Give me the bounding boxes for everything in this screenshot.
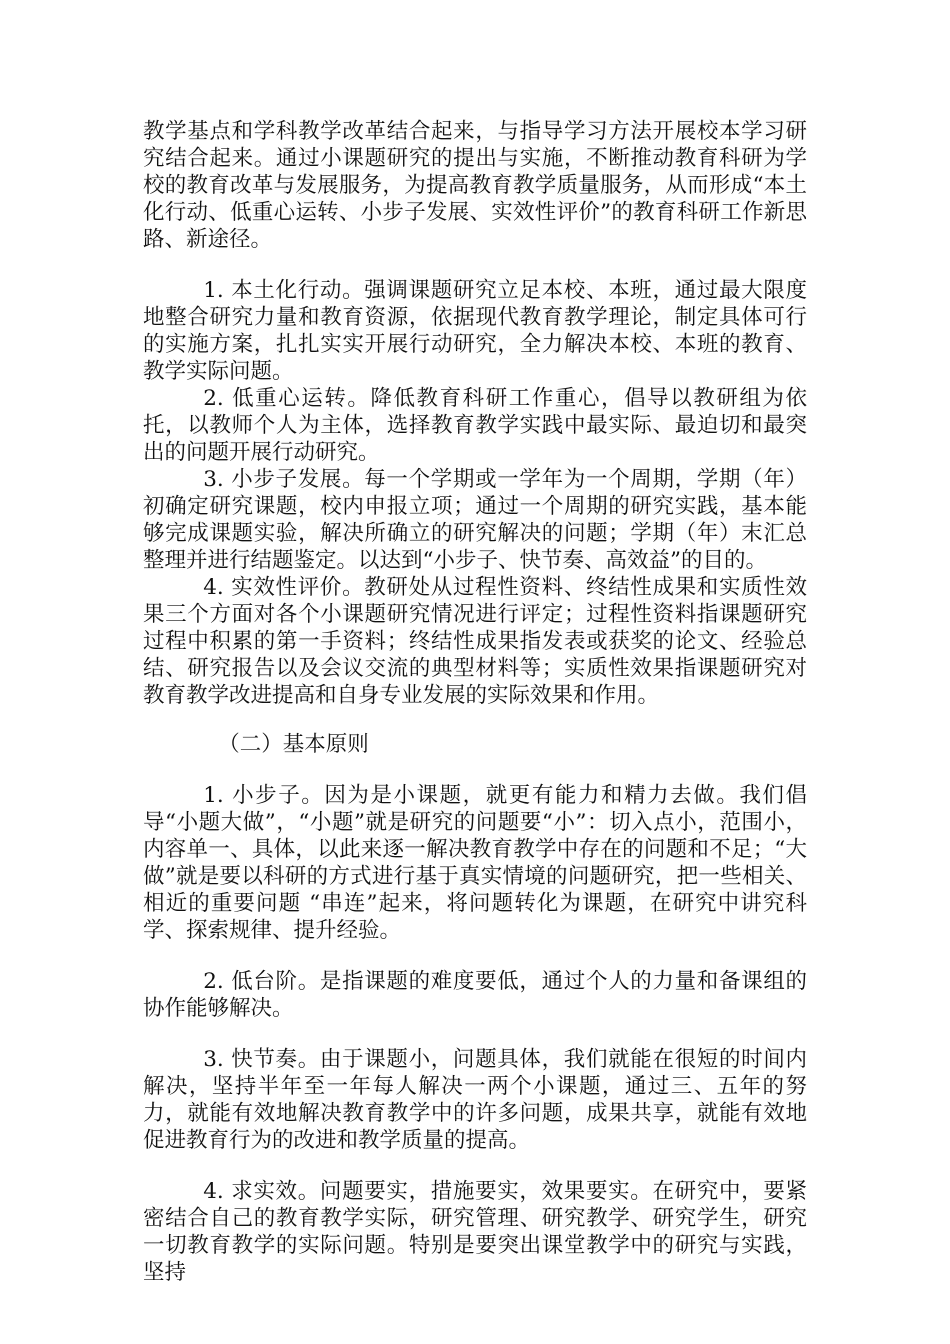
paragraph-intro: 教学基点和学科教学改革结合起来，与指导学习方法开展校本学习研究结合起来。通过小课题研究的提出与实施，不断推动教育科研为学校的教育改革与发展服务，为提高教育教学质量服务，从而形成“本土化行动、低重心运转、小步子发展、实效性评价”的教育科研工作新思路、新途径。 [143, 119, 807, 252]
paragraph-fast-pace: 3. 快节奏。由于课题小，问题具体，我们就能在很短的时间内解决，坚持半年至一年每人解决一两个小课题，通过三、五年的努力，就能有效地解决教育教学中的许多问题，成果共享，就能有效地促进教育行为的改进和教学质量的提高。 [143, 1047, 807, 1153]
paragraph-low-threshold: 2. 低台阶。是指课题的难度要低，通过个人的力量和备课组的协作能够解决。 [143, 969, 807, 1021]
paragraph-localized-action: 1. 本土化行动。强调课题研究立足本校、本班，通过最大限度地整合研究力量和教育资源，依据现代教育教学理论，制定具体可行的实施方案，扎扎实实开展行动研究，全力解决本校、本班的教育、教学实际问题。 [143, 278, 807, 384]
paragraph-effectiveness-evaluation: 4. 实效性评价。教研处从过程性资料、终结性成果和实质性效果三个方面对各个小课题研究情况进行评定；过程性资料指课题研究过程中积累的第一手资料；终结性成果指发表或获奖的论文、经验总结、研究报告以及会议交流的典型材料等；实质性效果指课题研究对教育教学改进提高和自身专业发展的实际效果和作用。 [143, 575, 807, 708]
section-heading-basic-principles: （二）基本原则 [218, 732, 369, 757]
document-page [143, 118, 807, 1286]
paragraph-small-steps: 1. 小步子。因为是小课题，就更有能力和精力去做。我们倡导“小题大做”，“小题”就是研究的问题要“小”：切入点小，范围小，内容单一、具体，以此来逐一解决教育教学中存在的问题和不足；“大做”就是要以科研的方式进行基于真实情境的问题研究，把一些相关、相近的重要问题 “串连”起来，将问题转化为课题，在研究中讲究科学、探索规律、提升经验。 [143, 783, 807, 943]
paragraph-seek-effectiveness: 4. 求实效。问题要实，措施要实，效果要实。在研究中，要紧密结合自己的教育教学实际，研究管理、研究教学、研究学生，研究一切教育教学的实际问题。特别是要突出课堂教学中的研究与实践，坚持 [143, 1179, 807, 1285]
paragraph-small-steps-development: 3. 小步子发展。每一个学期或一学年为一个周期，学期（年）初确定研究课题，校内申报立项；通过一个周期的研究实践，基本能够完成课题实验，解决所确立的研究解决的问题；学期（年）末汇总整理并进行结题鉴定。以达到“小步子、快节奏、高效益”的目的。 [143, 467, 807, 573]
paragraph-low-center: 2. 低重心运转。降低教育科研工作重心，倡导以教研组为依托，以教师个人为主体，选择教育教学实践中最实际、最迫切和最突出的问题开展行动研究。 [143, 386, 807, 465]
